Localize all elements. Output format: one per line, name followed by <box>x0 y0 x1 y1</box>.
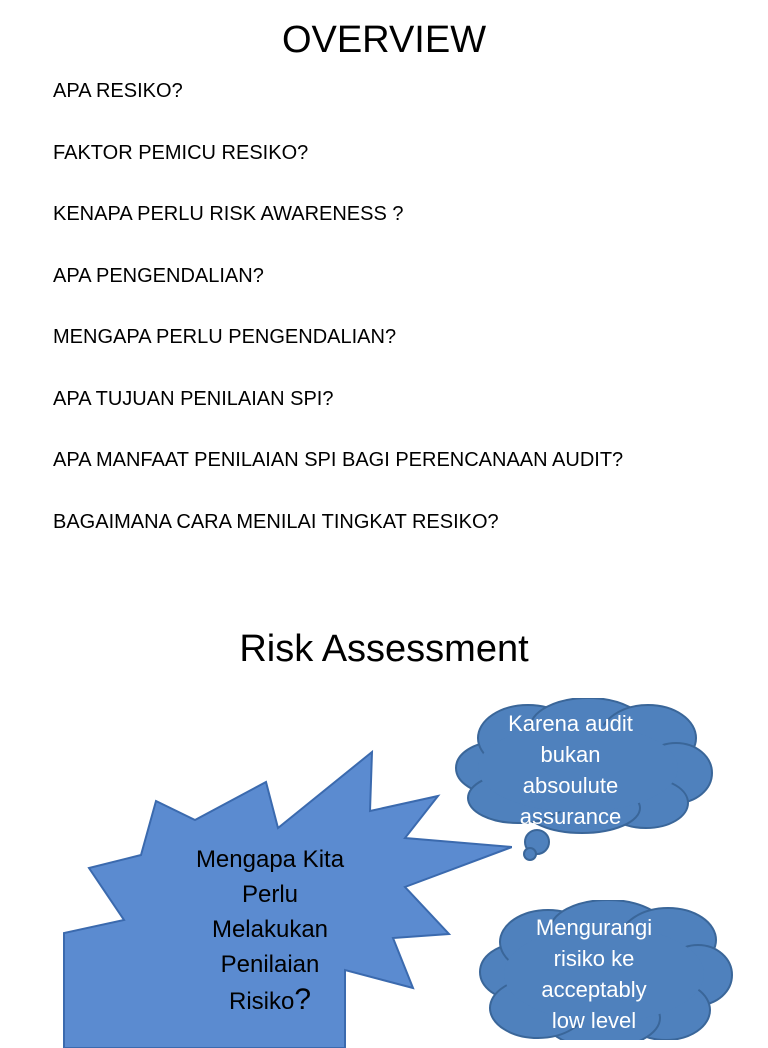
explosion-text <box>180 842 360 1019</box>
cloud-text-top: Karena audit bukan absoulute assurance <box>508 711 633 829</box>
explosion-question: Mengapa Kita Perlu Melakukan Penilaian Risiko <box>195 846 345 1015</box>
cloud-callout-top <box>448 698 716 866</box>
overview-title: OVERVIEW <box>281 19 487 61</box>
question-item: APA MANFAAT PENILAIAN SPI BAGI PERENCANAAN AUDIT? <box>53 449 624 471</box>
question-item: BAGAIMANA CARA MENILAI TINGKAT RESIKO? <box>53 510 499 533</box>
risk-assessment-title: Risk Assessment <box>239 628 529 670</box>
question-item: APA RESIKO? <box>53 80 183 102</box>
cloud-callout-bottom <box>476 900 734 1040</box>
question-list <box>53 78 623 570</box>
cloud-text-bottom: Mengurangi risiko ke acceptably low level <box>535 915 653 1033</box>
question-item: KENAPA PERLU RISK AWARENESS ? <box>53 203 404 225</box>
question-item: APA TUJUAN PENILAIAN SPI? <box>53 387 334 410</box>
question-item: APA PENGENDALIAN? <box>53 264 264 287</box>
explosion-question-mark: ? <box>294 983 312 1016</box>
question-item: FAKTOR PEMICU RESIKO? <box>53 141 309 164</box>
explosion-shape <box>60 748 512 1048</box>
question-item: MENGAPA PERLU PENGENDALIAN? <box>53 326 397 348</box>
